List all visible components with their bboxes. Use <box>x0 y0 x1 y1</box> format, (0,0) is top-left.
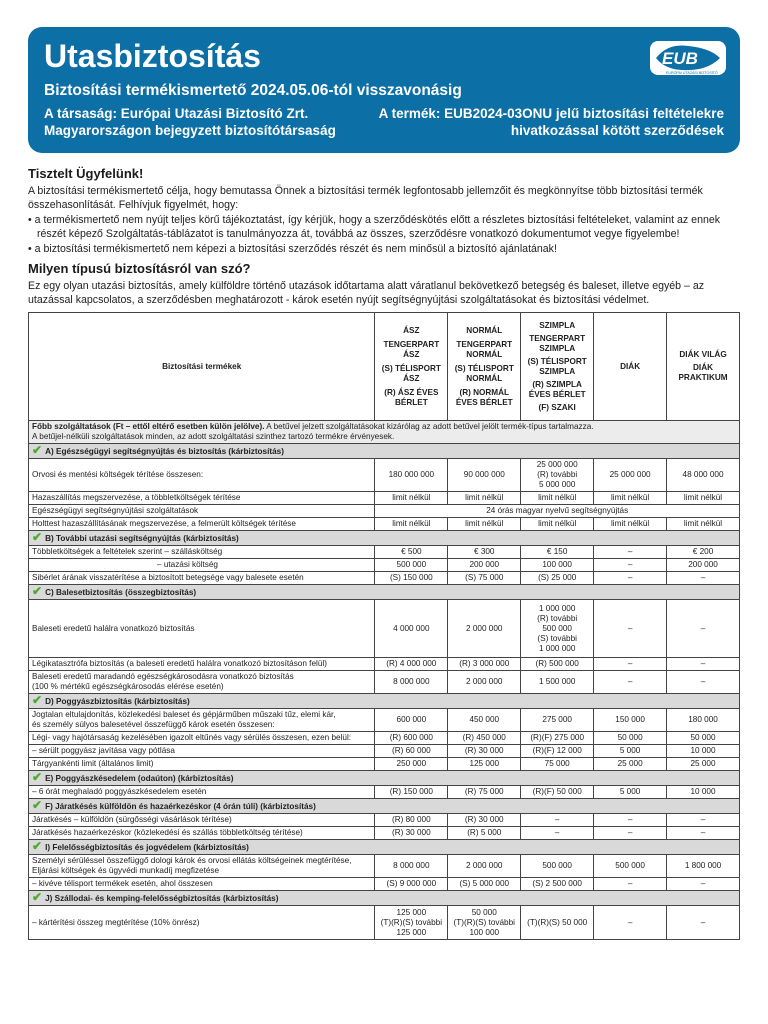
section-title-text: B) További utazási segítségnyújtás (kárbiztosítás) <box>45 534 239 543</box>
table-cell: – <box>667 906 740 940</box>
section-title-text: I) Felelősségbiztosítás és jogvédelem (kárbiztosítás) <box>45 843 249 852</box>
product-line1: A termék: EUB2024-03ONU jelű biztosítási feltételekre <box>378 106 724 121</box>
col-header-szimpla: SZIMPLA TENGERPART SZIMPLA (S) TÉLISPORT SZIMPLA (R) SZIMPLA ÉVES BÉRLET (F) SZAKI <box>521 313 594 421</box>
table-cell: (S) 75 000 <box>448 572 521 585</box>
section-title <box>29 444 740 459</box>
section-header-row <box>29 444 740 459</box>
table-cell: 25 000 000 (R) további 5 000 000 <box>521 459 594 492</box>
col-header-diak-vilag: DIÁK VILÁG DIÁK PRAKTIKUM <box>667 313 740 421</box>
table-cell: (T)(R)(S) 50 000 <box>521 906 594 940</box>
table-cell: 25 000 <box>594 758 667 771</box>
table-cell: (R) 30 000 <box>448 745 521 758</box>
table-row <box>29 505 740 518</box>
table-cell: – <box>667 658 740 671</box>
table-cell: 2 000 000 <box>448 855 521 878</box>
row-label: Jogtalan eltulajdonítás, közlekedési baleset és gépjárműben műszaki tűz, elemi kár, és személy súlyos balesetével összefüggő károk esetén összesen: <box>29 709 375 732</box>
table-cell: (S) 5 000 000 <box>448 878 521 891</box>
company-line1: A társaság: Európai Utazási Biztosító Zrt. <box>44 106 309 121</box>
note-line2: A betűjel-nélküli szolgáltatások minden, az adott szolgáltatási szinthez tartozó termékre érvényesek. <box>32 432 395 441</box>
intro-section <box>28 166 740 308</box>
table-cell: 50 000 <box>594 732 667 745</box>
table-cell: limit nélkül <box>375 518 448 531</box>
header-banner <box>28 27 740 153</box>
checkmark-icon: ✔ <box>32 584 43 598</box>
page-subtitle: Biztosítási termékismertető 2024.05.06-tól visszavonásig <box>44 82 462 99</box>
table-row <box>29 814 740 827</box>
checkmark-icon: ✔ <box>32 443 43 457</box>
section-header-row <box>29 799 740 814</box>
table-row <box>29 732 740 745</box>
table-cell: 100 000 <box>521 559 594 572</box>
table-cell: (R)(F) 275 000 <box>521 732 594 745</box>
note-bold: Főbb szolgáltatások (Ft – ettől eltérő esetben külön jelölve). <box>32 422 265 431</box>
checkmark-icon: ✔ <box>32 839 43 853</box>
greeting-heading: Tisztelt Ügyfelünk! <box>28 166 144 181</box>
table-cell: € 200 <box>667 546 740 559</box>
section-title-text: J) Szállodai- és kemping-felelősségbiztosítás (kárbiztosítás) <box>45 894 279 903</box>
row-label: Járatkésés – külföldön (sürgősségi vásárlások térítése) <box>29 814 375 827</box>
row-label: Egészségügyi segítségnyújtási szolgáltatások <box>29 505 375 518</box>
table-row <box>29 518 740 531</box>
table-cell: – <box>667 572 740 585</box>
section-header-row <box>29 891 740 906</box>
note-rest: A betűvel jelzett szolgáltatásokat kizárólag az adott betűvel jelölt termék-típus tartalmazza. <box>264 422 594 431</box>
table-cell: 500 000 <box>375 559 448 572</box>
table-cell: – <box>594 906 667 940</box>
table-cell: limit nélkül <box>448 518 521 531</box>
row-label: Többletköltségek a feltételek szerint – szállásköltség <box>29 546 375 559</box>
table-row <box>29 600 740 658</box>
row-label: Baleseti eredetű maradandó egészségkárosodásra vonatkozó biztosítás (100 % mértékű egészségkárosodás elérése esetén) <box>29 671 375 694</box>
table-cell: 90 000 000 <box>448 459 521 492</box>
checkmark-icon: ✔ <box>32 890 43 904</box>
section-title <box>29 585 740 600</box>
eub-logo-icon <box>650 41 726 75</box>
table-cell: – <box>521 827 594 840</box>
table-cell: (R) 450 000 <box>448 732 521 745</box>
row-label: Tárgyankénti limit (általános limit) <box>29 758 375 771</box>
table-cell: 1 000 000 (R) további 500 000 (S) további 1 000 000 <box>521 600 594 658</box>
table-cell: 5 000 <box>594 786 667 799</box>
table-cell: (R) 600 000 <box>375 732 448 745</box>
company-info <box>44 105 336 139</box>
row-label: – utazási költség <box>29 559 375 572</box>
svg-text:EURÓPAI UTAZÁSI BIZTOSÍTÓ: EURÓPAI UTAZÁSI BIZTOSÍTÓ <box>666 71 718 75</box>
checkmark-icon: ✔ <box>32 770 43 784</box>
table-cell: 500 000 <box>594 855 667 878</box>
section-header-row <box>29 840 740 855</box>
table-cell: – <box>667 827 740 840</box>
table-note-row <box>29 421 740 444</box>
table-cell: limit nélkül <box>448 492 521 505</box>
section-header-row <box>29 771 740 786</box>
table-cell: 600 000 <box>375 709 448 732</box>
intro-bullet-1: • a termékismertető nem nyújt teljes körű tájékoztatást, így kérjük, hogy a szerződéskötés előtt a részletes biztosítási feltételeket, valamint az ennek részét képező Szolgáltatás-táblázatot is tanulmányozza át, továbbá az összes, szerződésre vonatkozó dokumentumot vegye figyelembe! <box>28 213 721 241</box>
table-cell: 75 000 <box>521 758 594 771</box>
section-title <box>29 891 740 906</box>
table-cell: 1 800 000 <box>667 855 740 878</box>
section-title-text: C) Balesetbiztosítás (összegbiztosítás) <box>45 588 197 597</box>
table-cell: 275 000 <box>521 709 594 732</box>
row-label: Sibérlet árának visszatérítése a biztosított betegsége vagy balesete esetén <box>29 572 375 585</box>
section-title-text: F) Járatkésés külföldön és hazaérkezéskor (4 órán túli) (kárbiztosítás) <box>45 802 316 811</box>
table-row <box>29 546 740 559</box>
table-cell: (R) 500 000 <box>521 658 594 671</box>
table-cell: 8 000 000 <box>375 855 448 878</box>
table-cell: (R) 60 000 <box>375 745 448 758</box>
table-cell: 450 000 <box>448 709 521 732</box>
table-cell: – <box>594 827 667 840</box>
table-cell: – <box>667 671 740 694</box>
table-cell: – <box>667 878 740 891</box>
table-row <box>29 459 740 492</box>
table-cell: € 150 <box>521 546 594 559</box>
table-cell: 180 000 000 <box>375 459 448 492</box>
table-cell: (R) 30 000 <box>448 814 521 827</box>
table-body <box>29 421 740 940</box>
table-note <box>29 421 740 444</box>
table-cell: 50 000 (T)(R)(S) további 100 000 <box>448 906 521 940</box>
section-header-row <box>29 585 740 600</box>
table-cell: (R) 75 000 <box>448 786 521 799</box>
table-row <box>29 671 740 694</box>
checkmark-icon: ✔ <box>32 530 43 544</box>
table-cell: limit nélkül <box>594 492 667 505</box>
table-cell: – <box>594 878 667 891</box>
table-cell: 180 000 <box>667 709 740 732</box>
table-cell: 10 000 <box>667 745 740 758</box>
row-label: Orvosi és mentési költségek térítése összesen: <box>29 459 375 492</box>
table-row <box>29 827 740 840</box>
section-header-row <box>29 694 740 709</box>
table-cell: (R)(F) 12 000 <box>521 745 594 758</box>
table-cell: € 300 <box>448 546 521 559</box>
table-cell: (R) 80 000 <box>375 814 448 827</box>
table-cell: (R) 3 000 000 <box>448 658 521 671</box>
table-cell: 150 000 <box>594 709 667 732</box>
table-cell: – <box>594 600 667 658</box>
page-title: Utasbiztosítás <box>44 38 261 74</box>
table-cell: € 500 <box>375 546 448 559</box>
row-label: – kártérítési összeg megtérítése (10% önrész) <box>29 906 375 940</box>
question-heading: Milyen típusú biztosításról van szó? <box>28 261 251 277</box>
product-comparison-table <box>28 312 740 940</box>
table-cell: 25 000 <box>667 758 740 771</box>
row-span-cell: 24 órás magyar nyelvű segítségnyújtás <box>375 505 740 518</box>
col-header-normal: NORMÁL TENGERPART NORMÁL (S) TÉLISPORT NORMÁL (R) NORMÁL ÉVES BÉRLET <box>448 313 521 421</box>
table-cell: 500 000 <box>521 855 594 878</box>
table-cell: 50 000 <box>667 732 740 745</box>
table-cell: limit nélkül <box>667 492 740 505</box>
table-row <box>29 758 740 771</box>
table-cell: 8 000 000 <box>375 671 448 694</box>
table-cell: 10 000 <box>667 786 740 799</box>
table-cell: 48 000 000 <box>667 459 740 492</box>
table-cell: 4 000 000 <box>375 600 448 658</box>
product-line2: hivatkozással kötött szerződések <box>510 123 724 138</box>
table-cell: – <box>667 814 740 827</box>
row-label: Személyi sérüléssel összefüggő dologi károk és orvosi ellátás költségeinek megtérítése, Eljárási költségek és ügyvédi munkadíj megfizetése <box>29 855 375 878</box>
table-cell: (S) 2 500 000 <box>521 878 594 891</box>
table-cell: – <box>594 671 667 694</box>
table-cell: limit nélkül <box>594 518 667 531</box>
table-cell: – <box>594 546 667 559</box>
table-cell: – <box>594 658 667 671</box>
intro-bullet-2: • a biztosítási termékismertető nem képezi a biztosítási szerződés részét és nem minősül a biztosító ajánlatának! <box>28 242 557 255</box>
table-cell: 2 000 000 <box>448 671 521 694</box>
section-title <box>29 799 740 814</box>
table-cell: 125 000 <box>448 758 521 771</box>
table-row <box>29 709 740 732</box>
row-label: Baleseti eredetű halálra vonatkozó biztosítás <box>29 600 375 658</box>
table-row <box>29 878 740 891</box>
table-cell: limit nélkül <box>375 492 448 505</box>
table-cell: 125 000 (T)(R)(S) további 125 000 <box>375 906 448 940</box>
table-row <box>29 906 740 940</box>
table-cell: – <box>521 814 594 827</box>
row-label: Járatkésés hazaérkezéskor (közlekedési és szállás többletköltség térítése) <box>29 827 375 840</box>
row-label: – sérült poggyász javítása vagy pótlása <box>29 745 375 758</box>
company-line2: Magyarországon bejegyzett biztosítótársaság <box>44 123 336 138</box>
section-title-text: E) Poggyászkésedelem (odaúton) (kárbiztosítás) <box>45 774 234 783</box>
section-title-text: A) Egészségügyi segítségnyújtás és biztosítás (kárbiztosítás) <box>45 447 284 456</box>
table-cell: (R) 150 000 <box>375 786 448 799</box>
table-cell: – <box>594 572 667 585</box>
section-title <box>29 771 740 786</box>
table-header-row <box>29 313 740 421</box>
table-cell: limit nélkül <box>667 518 740 531</box>
section-title <box>29 694 740 709</box>
table-cell: – <box>667 600 740 658</box>
row-label: – kivéve télisport termékek esetén, ahol összesen <box>29 878 375 891</box>
table-cell: (R) 4 000 000 <box>375 658 448 671</box>
table-cell: 5 000 <box>594 745 667 758</box>
header-info-row <box>44 105 724 139</box>
product-info <box>379 105 724 139</box>
table-cell: (S) 9 000 000 <box>375 878 448 891</box>
row-label: Holttest hazaszállításának megszervezése, a felmerült költségek térítése <box>29 518 375 531</box>
section-header-row <box>29 531 740 546</box>
col-header-asz: ÁSZ TENGERPART ÁSZ (S) TÉLISPORT ÁSZ (R) ÁSZ ÉVES BÉRLET <box>375 313 448 421</box>
table-cell: – <box>594 559 667 572</box>
table-cell: 2 000 000 <box>448 600 521 658</box>
table-cell: (R) 5 000 <box>448 827 521 840</box>
checkmark-icon: ✔ <box>32 798 43 812</box>
col-header-diak: DIÁK <box>594 313 667 421</box>
row-label: Hazaszállítás megszervezése, a többletköltségek térítése <box>29 492 375 505</box>
section-title <box>29 531 740 546</box>
answer-paragraph: Ez egy olyan utazási biztosítás, amely külföldre történő utazások időtartama alatt váratlanul bekövetkező betegség és baleset, illetve egyéb – az utazással kapcsolatos, a szerződésben meghatározott - károk esetén nyújt segítségnyújtási szolgáltatásokat és biztosítási védelmet. <box>28 280 705 307</box>
table-row <box>29 855 740 878</box>
table-cell: 250 000 <box>375 758 448 771</box>
table-cell: 1 500 000 <box>521 671 594 694</box>
table-cell: 200 000 <box>448 559 521 572</box>
table-cell: limit nélkül <box>521 518 594 531</box>
table-row <box>29 559 740 572</box>
row-label: Légi- vagy hajótársaság kezelésében igazolt eltűnés vagy sérülés összesen, ezen belül: <box>29 732 375 745</box>
svg-text:EUB: EUB <box>662 49 698 68</box>
table-cell: – <box>594 814 667 827</box>
table-row <box>29 786 740 799</box>
row-label: Légikatasztrófa biztosítás (a baleseti eredetű halálra vonatkozó biztosításon felül) <box>29 658 375 671</box>
table-row <box>29 492 740 505</box>
section-title-text: D) Poggyászbiztosítás (kárbiztosítás) <box>45 697 190 706</box>
intro-paragraph: A biztosítási termékismertető célja, hogy bemutassa Önnek a biztosítási termék legfontosabb jellemzőit és megkönnyítse több biztosítási termék összehasonlítását. Felhívjuk figyelmét, hogy: <box>28 185 703 212</box>
section-title <box>29 840 740 855</box>
table-cell: 200 000 <box>667 559 740 572</box>
table-cell: (S) 150 000 <box>375 572 448 585</box>
table-cell: limit nélkül <box>521 492 594 505</box>
table-cell: (R) 30 000 <box>375 827 448 840</box>
product-label-header: Biztosítási termékek <box>29 313 375 421</box>
table-row <box>29 658 740 671</box>
row-label: – 6 órát meghaladó poggyászkésedelem esetén <box>29 786 375 799</box>
table-cell: (S) 25 000 <box>521 572 594 585</box>
table-row <box>29 745 740 758</box>
table-cell: (R)(F) 50 000 <box>521 786 594 799</box>
table-cell: 25 000 000 <box>594 459 667 492</box>
table-row <box>29 572 740 585</box>
checkmark-icon: ✔ <box>32 693 43 707</box>
